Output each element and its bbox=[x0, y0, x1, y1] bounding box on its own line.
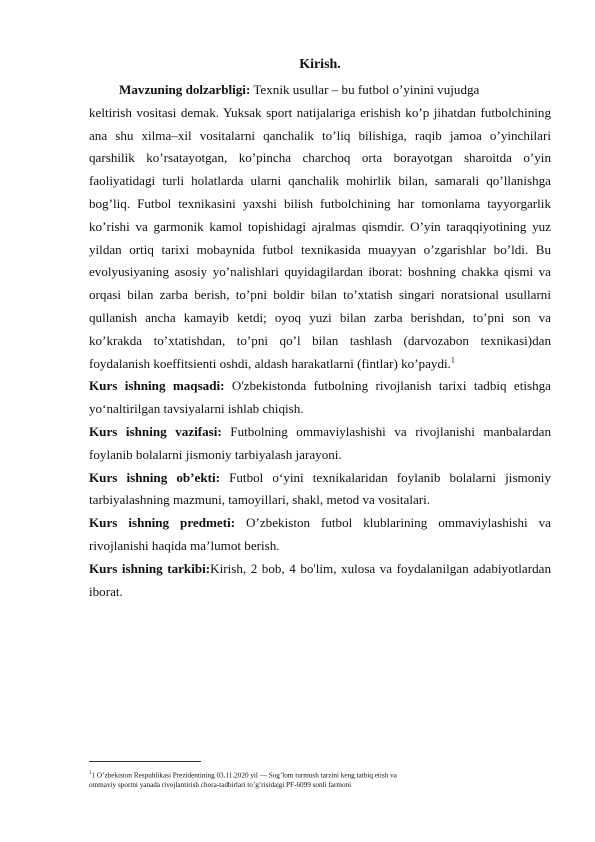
relevance-text: keltirish vositasi demak. Yuksak sport natijalariga erishish ko’p jihatdan futbolchining ana shu xilma–xil vositalarni qanchalik to’liq bilishiga, raqib jamoa o’yinchilari qarshilik ko’rsatayotgan, ko’pincha charchoq orta borayotgan sharoitda o’yin faoliyatidagi turli holatlarda ularni qanchalik mohirlik bilan, samarali qo’llanishga bog’liq. Futbol texnikasini yaxshi bilish futbolchining har tomonlama tayyorgarlik ko’rishi va garmonik kamol topishidagi ajralmas qismdir. O’yin taraqqiyotining yuz yildan ortiq tarixi mobaynida futbol texnikasida muayyan o’zgarishlar bo’ldi. Bu evolyusiyaning asosiy yo’nalishlari quyidagilardan iborat: boshning chakka qismi va orqasi bilan zarba berish, to’pni boldir bilan to’xtatish singari noratsional usullarni qullanish ancha kamayib ketdi; oyoq yuzi bilan zarba berishdan, to’pni son va ko’krakda to’xtatishdan, to’pni qo’l bilan tashlash (darvozabon texnikasi)dan foydalanish koeffitsienti oshdi, aldash harakatlarni (fintlar) ko’paydi. bbox=[89, 104, 551, 371]
footnote-line-1-text: 1 O’zbekiston Respublikasi Prezidentining 03.11.2020 yil ― Sog’lom turmush tarzini keng tatbiq etish va bbox=[91, 771, 397, 780]
subject-paragraph bbox=[89, 512, 551, 558]
subject-text: O’zbekiston futbol klublarining ommaviylashishi va rivojlanishi haqida ma’lumot berish. bbox=[89, 515, 551, 553]
footnote-divider bbox=[89, 761, 201, 762]
footnote-line-2-text: sportni yanada rivojlantirish chora-tadbirlari to’g’risida|gi PF-6099 sonli farmoni bbox=[116, 781, 352, 790]
footnote-mark: 1 bbox=[89, 771, 92, 776]
relevance-lead: Texnik usullar – bu futbol o’yinini vujudga bbox=[250, 82, 480, 97]
relevance-body bbox=[89, 102, 551, 376]
goal-text: O'zbekistonda futbolning rivojlanish tarixi tadbiq etishga yo‘naltirilgan tavsiyalarni ishlab chiqish. bbox=[89, 378, 551, 417]
object-text: Futbol o‘yini texnikalaridan foylanib bolalarni jismoniy tarbiyalashning mazmuni, tamoyillari, shakl, metod va vositalari. bbox=[89, 469, 551, 508]
footnote-reference[interactable]: 1 bbox=[450, 355, 455, 365]
structure-text: Kirish, 2 bob, 4 bo'lim, xulosa va foydalanilgan adabiyotlardan iborat. bbox=[89, 560, 551, 599]
footnote-line-2 bbox=[89, 780, 551, 790]
structure-label: Kurs ishning tarkibi: bbox=[89, 560, 211, 576]
object-paragraph bbox=[89, 467, 551, 513]
page-title: Kirish. bbox=[299, 57, 341, 72]
subject-label: Kurs ishning predmeti: bbox=[89, 515, 236, 531]
goal-label: Kurs ishning maqsadi: bbox=[89, 378, 225, 394]
body-text bbox=[89, 79, 551, 603]
goal-paragraph bbox=[89, 375, 551, 421]
footnote-line-1 bbox=[89, 769, 551, 780]
footnote-line-2-prefix: ommaviy bbox=[89, 781, 117, 790]
tasks-paragraph bbox=[89, 421, 551, 467]
tasks-text: Futbolning ommaviylashishi va rivojlanishi manbalardan foylanib bolalarni jismoniy tarbiyalash jarayoni. bbox=[89, 423, 552, 462]
object-label: Kurs ishning ob’ekti: bbox=[89, 469, 220, 485]
footnote bbox=[89, 769, 551, 790]
structure-paragraph bbox=[89, 558, 551, 604]
tasks-label: Kurs ishning vazifasi: bbox=[89, 423, 222, 439]
relevance-paragraph bbox=[89, 79, 551, 102]
relevance-label: Mavzuning dolzarbligi: bbox=[119, 82, 251, 97]
